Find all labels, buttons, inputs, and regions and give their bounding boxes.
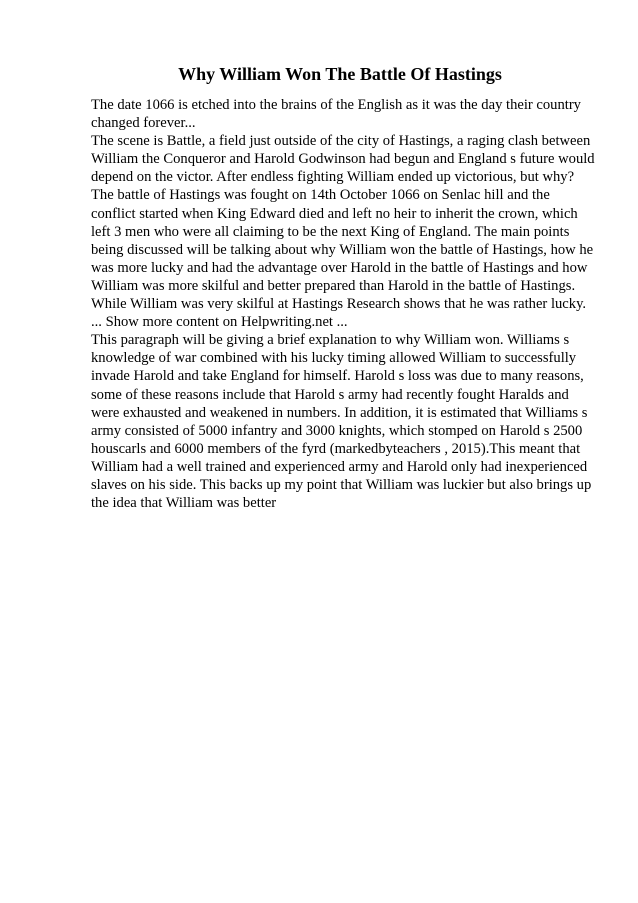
- intro-paragraph: The date 1066 is etched into the brains of the English as it was the day their country changed forever...: [91, 97, 581, 132]
- document-title: Why William Won The Battle Of Hastings: [178, 64, 502, 84]
- document-body: [91, 96, 595, 512]
- scene-paragraph: The scene is Battle, a field just outside of the city of Hastings, a raging clash between William the Conqueror and Harold Godwinson had begun and England s future would depend on the victor. After endless fighting William ended up victorious, but why? The battle of Hastings was fought on 14th October 1066 on Senlac hill and the conflict started when King Edward died and left no heir to inherit the crown, which left 3 men who were all claiming to be the next King of England. The main points being discussed will be talking about why William won the battle of Hastings, how he was more lucky and had the advantage over Harold in the battle of Hastings and how William was more skilful and better prepared than Harold in the battle of Hastings. While William was very skilful at Hastings Research shows that he was rather lucky. ... Show more content on Helpwriting.net ...: [91, 133, 595, 331]
- explanation-paragraph: This paragraph will be giving a brief explanation to why William won. Williams s knowledge of war combined with his lucky timing allowed William to successfully invade Harold and take England for himself. Harold s loss was due to many reasons, some of these reasons include that Harold s army had recently fought Haralds and were exhausted and weakened in numbers. In addition, it is estimated that Williams s army consisted of 5000 infantry and 3000 knights, which stomped on Harold s 2500 houscarls and 6000 members of the fyrd (markedbyteachers , 2015).This meant that William had a well trained and experienced army and Harold only had inexperienced slaves on his side. This backs up my point that William was luckier but also brings up the idea that William was better: [91, 332, 592, 512]
